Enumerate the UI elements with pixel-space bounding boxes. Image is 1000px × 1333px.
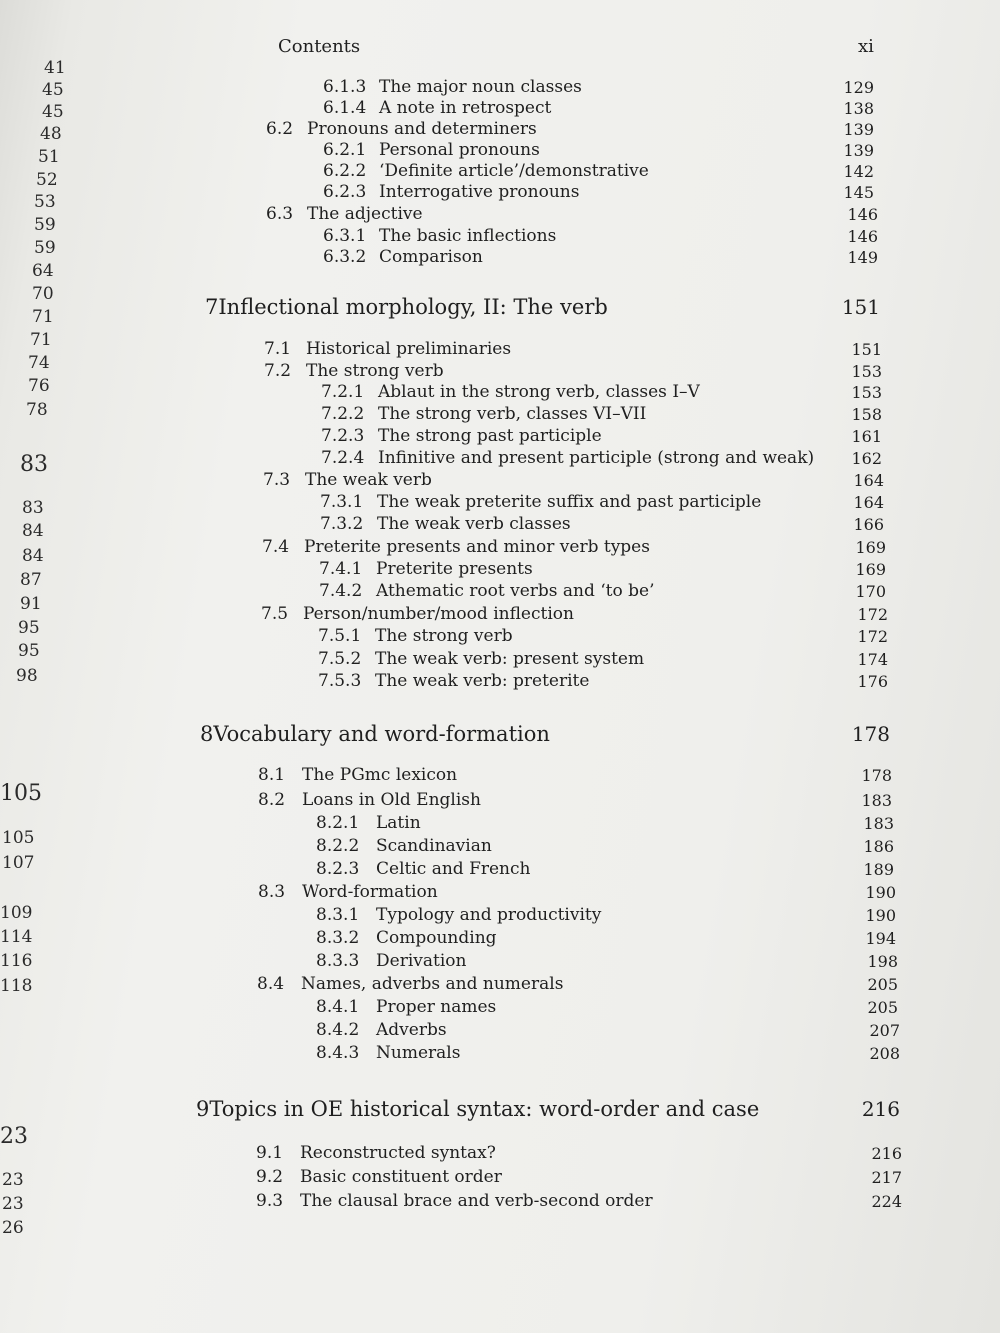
section-number: 6.2.2	[323, 161, 367, 181]
facing-page-number: 83	[20, 452, 48, 477]
section-number: 7.4.2	[319, 581, 363, 601]
section-number: 7.2.1	[321, 382, 365, 402]
toc-entry	[323, 140, 540, 160]
section-title: The weak verb	[305, 470, 432, 490]
section-number: 8	[200, 722, 214, 746]
toc-entry	[319, 581, 655, 601]
section-title: Preterite presents and minor verb types	[304, 537, 650, 557]
facing-page-numbers	[0, 0, 150, 1333]
section-title: The weak preterite suffix and past participle	[377, 492, 762, 512]
page-number: 189	[863, 860, 894, 879]
section-number: 9.1	[256, 1143, 284, 1163]
page-number: 186	[863, 837, 894, 856]
facing-page-number: 48	[40, 124, 62, 144]
section-title: The clausal brace and verb-second order	[300, 1191, 653, 1211]
page-number: 142	[843, 162, 874, 181]
section-title: Names, adverbs and numerals	[301, 974, 564, 994]
chapter-entry	[200, 722, 550, 746]
section-number: 8.2.2	[316, 836, 360, 856]
facing-page-number: 91	[20, 594, 42, 614]
page-number: 183	[861, 791, 892, 810]
section-number: 6.3.1	[323, 226, 367, 246]
page-number: 178	[851, 722, 890, 746]
running-header-page: xi	[858, 36, 874, 57]
section-title: Historical preliminaries	[306, 339, 512, 359]
section-title: The strong verb, classes VI–VII	[378, 404, 647, 424]
toc-entry	[321, 448, 814, 468]
section-title: Adverbs	[376, 1020, 447, 1040]
page-number: 169	[855, 560, 886, 579]
toc-entry	[319, 559, 533, 579]
page-number: 183	[863, 814, 894, 833]
toc-entry	[316, 813, 421, 833]
section-number: 8.2	[258, 790, 286, 810]
section-number: 7.2	[264, 361, 292, 381]
facing-page-number: 59	[34, 215, 56, 235]
toc-entry	[323, 182, 579, 202]
toc-entry	[320, 514, 571, 534]
facing-page-number: 95	[18, 618, 40, 638]
section-title: Inflectional morphology, II: The verb	[218, 295, 608, 319]
page-number: 146	[847, 227, 878, 246]
facing-page-number: 109	[0, 903, 33, 923]
toc-entry	[323, 77, 582, 97]
toc-entry	[257, 974, 563, 994]
facing-page-number: 45	[42, 102, 64, 122]
page-number: 194	[865, 929, 896, 948]
page-number: 146	[847, 205, 878, 224]
running-header-title: Contents	[278, 36, 361, 57]
section-number: 8.2.1	[316, 813, 360, 833]
facing-page-number: 105	[0, 781, 42, 806]
facing-page-number: 98	[16, 666, 38, 686]
toc-entry	[321, 426, 602, 446]
section-number: 7.1	[264, 339, 292, 359]
page-number: 162	[851, 449, 882, 468]
page-number: 151	[841, 295, 880, 319]
page-number: 217	[871, 1168, 902, 1187]
toc-entry	[264, 339, 511, 359]
page-number: 158	[851, 405, 882, 424]
section-number: 8.1	[258, 765, 286, 785]
toc-entry	[258, 765, 457, 785]
toc-entry	[323, 161, 649, 181]
toc-entry	[316, 836, 492, 856]
facing-page-number: 51	[38, 147, 60, 167]
facing-page-number: 84	[22, 546, 44, 566]
section-number: 8.3.1	[316, 905, 360, 925]
section-title: Basic constituent order	[300, 1167, 502, 1187]
section-number: 7.3.2	[320, 514, 364, 534]
toc-entry	[263, 470, 432, 490]
section-title: The weak verb classes	[377, 514, 571, 534]
page-number: 190	[865, 906, 896, 925]
section-number: 9.3	[256, 1191, 284, 1211]
toc-entry	[316, 905, 601, 925]
toc-entry	[258, 882, 438, 902]
toc-entry	[256, 1191, 653, 1211]
toc-entry	[320, 492, 761, 512]
toc-entry	[318, 649, 644, 669]
page-number: 172	[857, 627, 888, 646]
section-number: 9	[196, 1097, 210, 1121]
section-number: 8.4.3	[316, 1043, 360, 1063]
page-number: 164	[853, 471, 884, 490]
section-title: Interrogative pronouns	[379, 182, 580, 202]
section-title: Loans in Old English	[302, 790, 481, 810]
section-title: Numerals	[376, 1043, 461, 1063]
page-number: 207	[869, 1021, 900, 1040]
toc-entry	[258, 790, 481, 810]
section-title: The weak verb: preterite	[375, 671, 590, 691]
page-number: 161	[851, 427, 882, 446]
toc-entry	[318, 671, 589, 691]
section-title: Scandinavian	[376, 836, 492, 856]
page-number: 151	[851, 340, 882, 359]
toc-entry	[323, 247, 483, 267]
facing-page-number: 87	[20, 570, 42, 590]
toc-entry	[316, 928, 497, 948]
section-title: Proper names	[376, 997, 497, 1017]
facing-page-number: 71	[32, 307, 54, 327]
toc-entry	[321, 404, 646, 424]
page-number: 190	[865, 883, 896, 902]
section-title: The strong verb	[306, 361, 444, 381]
section-title: Personal pronouns	[379, 140, 540, 160]
page-number: 176	[857, 672, 888, 691]
section-title: Pronouns and determiners	[307, 119, 537, 139]
section-number: 8.2.3	[316, 859, 360, 879]
page-number: 174	[857, 650, 888, 669]
facing-page-number: 114	[0, 927, 33, 947]
page-number: 139	[843, 120, 874, 139]
section-number: 6.3	[266, 204, 294, 224]
page-number: 153	[851, 362, 882, 381]
facing-page-number: 116	[0, 951, 33, 971]
page-number: 166	[853, 515, 884, 534]
section-number: 8.3	[258, 882, 286, 902]
section-number: 7.5	[261, 604, 289, 624]
section-title: Ablaut in the strong verb, classes I–V	[378, 382, 700, 402]
page-number: 145	[843, 183, 874, 202]
section-number: 7.2.2	[321, 404, 365, 424]
section-title: The weak verb: present system	[375, 649, 645, 669]
page-number: 169	[855, 538, 886, 557]
section-title: Preterite presents	[376, 559, 533, 579]
page-number: 153	[851, 383, 882, 402]
section-title: Word-formation	[302, 882, 438, 902]
section-number: 6.3.2	[323, 247, 367, 267]
page-number: 178	[861, 766, 892, 785]
section-number: 8.3.2	[316, 928, 360, 948]
section-number: 7.5.1	[318, 626, 362, 646]
section-number: 7.3.1	[320, 492, 364, 512]
section-number: 7	[205, 295, 219, 319]
section-title: Latin	[376, 813, 421, 833]
section-number: 8.4.1	[316, 997, 360, 1017]
facing-page-number: 70	[32, 284, 54, 304]
page-number: 139	[843, 141, 874, 160]
section-title: Infinitive and present participle (strong and weak)	[378, 448, 815, 468]
section-number: 9.2	[256, 1167, 284, 1187]
facing-page-number: 23	[2, 1170, 24, 1190]
facing-page-number: 74	[28, 353, 50, 373]
section-title: A note in retrospect	[379, 98, 552, 118]
section-number: 7.4.1	[319, 559, 363, 579]
section-title: Compounding	[376, 928, 497, 948]
section-title: Topics in OE historical syntax: word-order and case	[209, 1097, 760, 1121]
section-title: The adjective	[307, 204, 423, 224]
toc-entry	[321, 382, 700, 402]
facing-page-number: 26	[2, 1218, 24, 1238]
section-number: 6.1.3	[323, 77, 367, 97]
section-number: 6.1.4	[323, 98, 367, 118]
toc-entry	[316, 859, 530, 879]
facing-page-number: 52	[36, 170, 58, 190]
section-number: 7.5.2	[318, 649, 362, 669]
section-number: 7.4	[262, 537, 290, 557]
facing-page-number: 76	[28, 376, 50, 396]
section-title: The strong verb	[375, 626, 513, 646]
toc-entry	[266, 119, 537, 139]
section-number: 7.2.3	[321, 426, 365, 446]
facing-page-number: 71	[30, 330, 52, 350]
page-number: 149	[847, 248, 878, 267]
toc-entry	[323, 98, 551, 118]
chapter-entry	[205, 295, 608, 319]
page-number: 216	[871, 1144, 902, 1163]
facing-page-number: 23	[0, 1124, 28, 1149]
toc-entry	[316, 951, 466, 971]
facing-page-number: 107	[2, 853, 35, 873]
page-number: 164	[853, 493, 884, 512]
section-title: Typology and productivity	[376, 905, 602, 925]
page-number: 170	[855, 582, 886, 601]
toc-entry	[264, 361, 444, 381]
page-number: 129	[843, 78, 874, 97]
facing-page-number: 78	[26, 400, 48, 420]
page-number: 198	[867, 952, 898, 971]
chapter-entry	[196, 1097, 759, 1121]
facing-page-number: 83	[22, 498, 44, 518]
section-number: 6.2.1	[323, 140, 367, 160]
toc-entry	[256, 1143, 496, 1163]
page-number: 205	[867, 998, 898, 1017]
section-number: 7.3	[263, 470, 291, 490]
toc-entry	[316, 997, 496, 1017]
page-number: 138	[843, 99, 874, 118]
facing-page-number: 45	[42, 80, 64, 100]
page-number: 172	[857, 605, 888, 624]
section-title: Derivation	[376, 951, 467, 971]
facing-page-number: 23	[2, 1194, 24, 1214]
page-number: 208	[869, 1044, 900, 1063]
toc-entry	[256, 1167, 502, 1187]
section-title: Athematic root verbs and ‘to be’	[376, 581, 655, 601]
facing-page-number: 95	[18, 641, 40, 661]
toc-entry	[316, 1043, 460, 1063]
section-number: 7.5.3	[318, 671, 362, 691]
section-title: The basic inflections	[379, 226, 557, 246]
toc-entry	[316, 1020, 447, 1040]
section-title: ‘Definite article’/demonstrative	[379, 161, 649, 181]
section-number: 6.2	[266, 119, 294, 139]
page-number: 205	[867, 975, 898, 994]
facing-page-number: 105	[2, 828, 35, 848]
section-number: 8.3.3	[316, 951, 360, 971]
toc-entry	[318, 626, 513, 646]
facing-page-number: 84	[22, 521, 44, 541]
section-number: 8.4	[257, 974, 285, 994]
section-number: 6.2.3	[323, 182, 367, 202]
section-title: Vocabulary and word-formation	[213, 722, 550, 746]
section-title: The major noun classes	[379, 77, 582, 97]
toc-entry	[261, 604, 574, 624]
section-title: The PGmc lexicon	[302, 765, 458, 785]
section-title: The strong past participle	[378, 426, 602, 446]
toc-entry	[266, 204, 423, 224]
facing-page-number: 118	[0, 976, 33, 996]
toc-entry	[323, 226, 556, 246]
page-number: 224	[871, 1192, 902, 1211]
page-number: 216	[861, 1097, 900, 1121]
facing-page-number: 59	[34, 238, 56, 258]
section-title: Comparison	[379, 247, 483, 267]
toc-entry	[262, 537, 650, 557]
facing-page-number: 41	[44, 58, 66, 78]
section-number: 7.2.4	[321, 448, 365, 468]
facing-page-number: 64	[32, 261, 54, 281]
section-title: Reconstructed syntax?	[300, 1143, 496, 1163]
facing-page-number: 53	[34, 192, 56, 212]
section-number: 8.4.2	[316, 1020, 360, 1040]
section-title: Person/number/mood inflection	[303, 604, 574, 624]
section-title: Celtic and French	[376, 859, 531, 879]
